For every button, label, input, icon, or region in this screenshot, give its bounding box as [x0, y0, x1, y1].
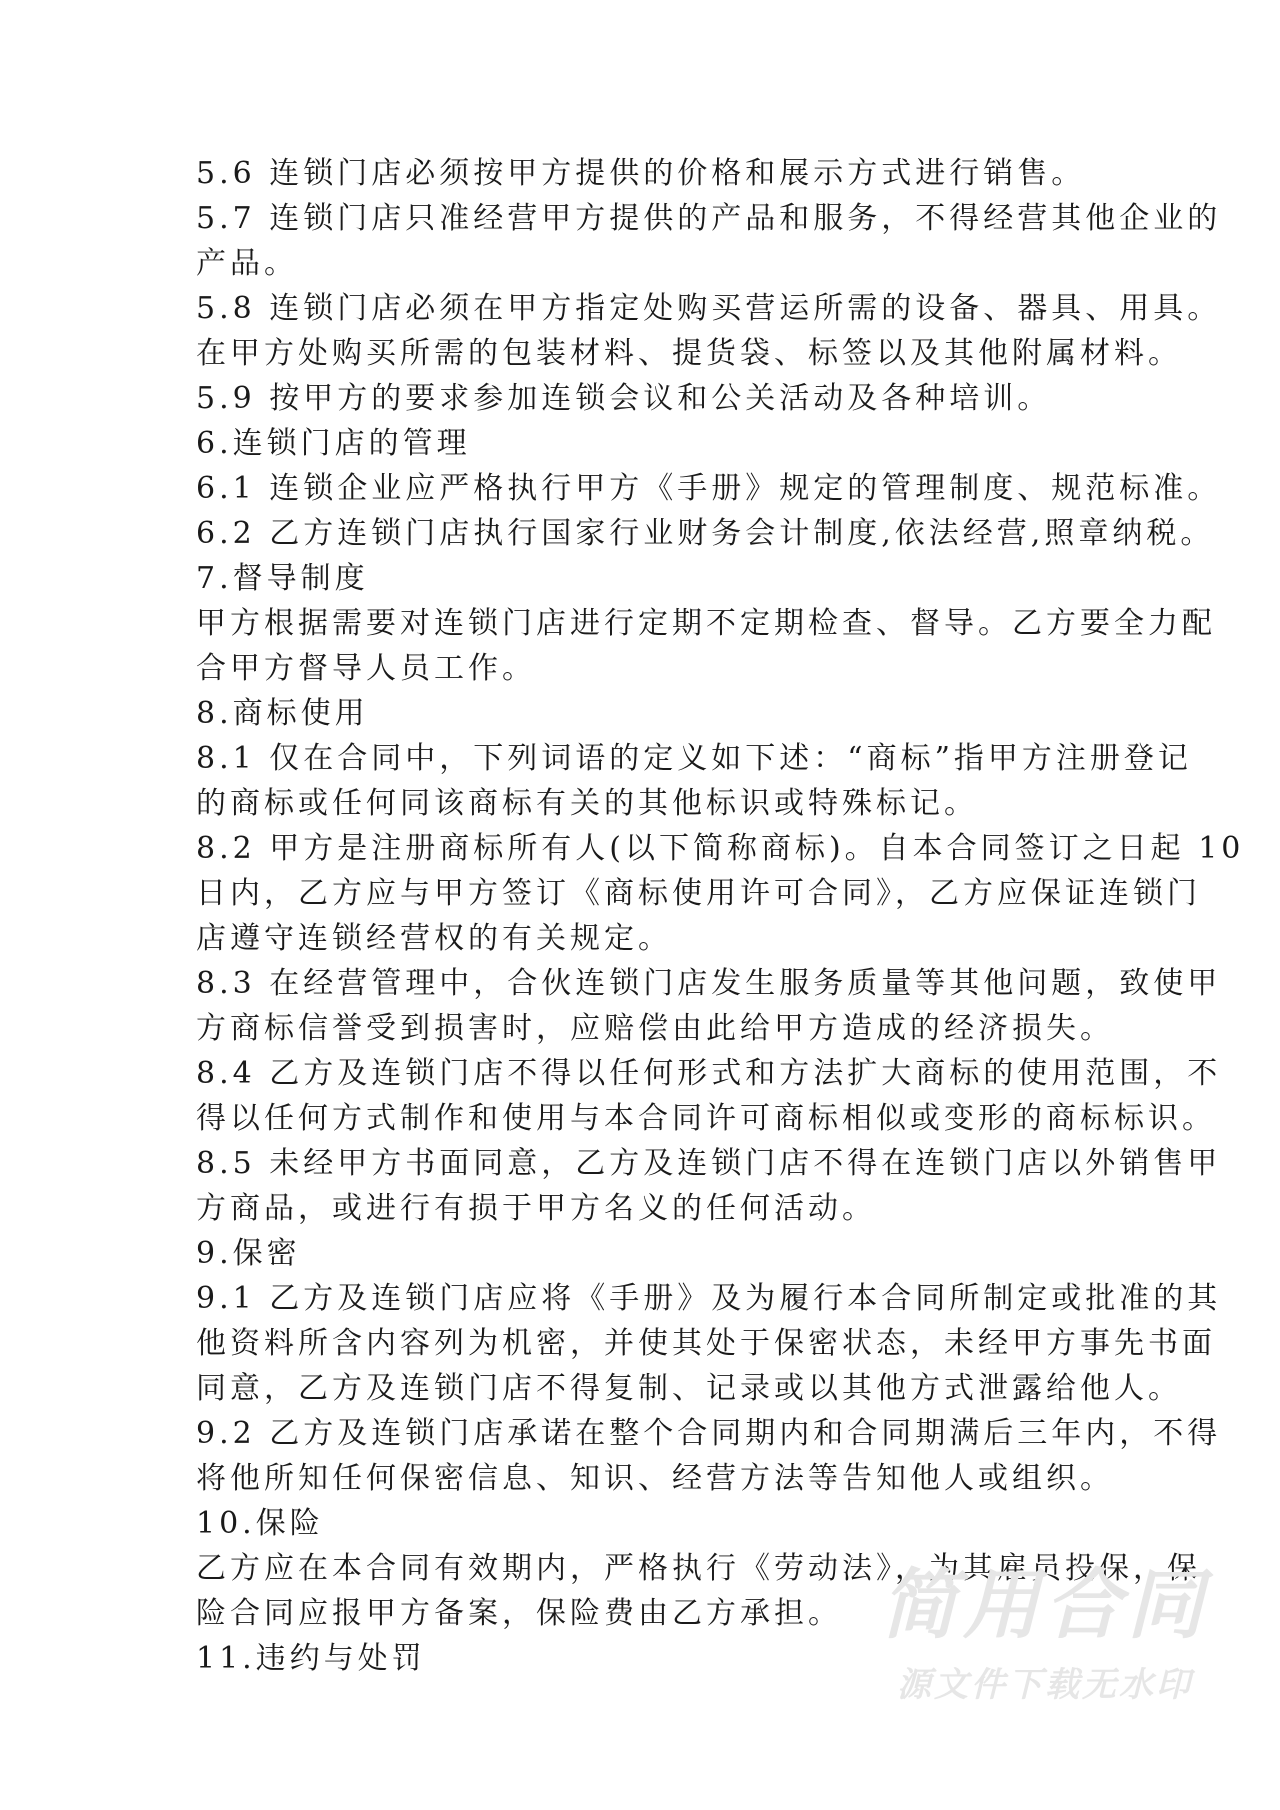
text-line: 险合同应报甲方备案，保险费由乙方承担。: [196, 1596, 842, 1631]
text-line: 5.7 连锁门店只准经营甲方提供的产品和服务，不得经营其他企业的: [196, 201, 1222, 236]
watermark: [880, 1560, 1210, 1710]
text-line: 6.连锁门店的管理: [196, 426, 471, 461]
text-line: 9.保密: [196, 1236, 301, 1271]
text-line: 10.保险: [196, 1506, 324, 1541]
watermark-title: 简用合同: [881, 1560, 1209, 1649]
document-body: [196, 151, 1245, 1681]
text-line: 11.违约与处罚: [196, 1641, 426, 1676]
text-line: 他资料所含内容列为机密，并使其处于保密状态，未经甲方事先书面: [196, 1326, 1216, 1361]
text-line: 将他所知任何保密信息、知识、经营方法等告知他人或组织。: [196, 1461, 1114, 1496]
text-line: 7.督导制度: [196, 561, 369, 596]
text-line: 合甲方督导人员工作。: [196, 651, 536, 686]
watermark-subtitle: 源文件下载无水印: [897, 1665, 1193, 1705]
text-line: 8.3 在经营管理中，合伙连锁门店发生服务质量等其他问题，致使甲: [196, 966, 1222, 1001]
text-line: 方商品，或进行有损于甲方名义的任何活动。: [196, 1191, 876, 1226]
text-line: 乙方应在本合同有效期内，严格执行《劳动法》，为其雇员投保，保: [196, 1551, 1201, 1586]
text-line: 店遵守连锁经营权的有关规定。: [196, 921, 672, 956]
text-line: 8.1 仅在合同中，下列词语的定义如下述：“商标”指甲方注册登记: [196, 741, 1192, 776]
text-line: 得以任何方式制作和使用与本合同许可商标相似或变形的商标标识。: [196, 1101, 1216, 1136]
text-line: 8.2 甲方是注册商标所有人(以下简称商标)。自本合同签订之日起 10: [196, 831, 1245, 866]
text-line: 5.9 按甲方的要求参加连锁会议和公关活动及各种培训。: [196, 381, 1052, 416]
text-line: 8.商标使用: [196, 696, 369, 731]
text-line: 甲方根据需要对连锁门店进行定期不定期检查、督导。乙方要全力配: [196, 606, 1216, 641]
text-line: 8.4 乙方及连锁门店不得以任何形式和方法扩大商标的使用范围，不: [196, 1056, 1222, 1091]
text-line: 9.2 乙方及连锁门店承诺在整个合同期内和合同期满后三年内，不得: [196, 1416, 1222, 1451]
text-line: 6.1 连锁企业应严格执行甲方《手册》规定的管理制度、规范标准。: [196, 471, 1222, 506]
text-line: 方商标信誉受到损害时，应赔偿由此给甲方造成的经济损失。: [196, 1011, 1114, 1046]
text-line: 在甲方处购买所需的包装材料、提货袋、标签以及其他附属材料。: [196, 336, 1182, 371]
text-line: 9.1 乙方及连锁门店应将《手册》及为履行本合同所制定或批准的其: [196, 1281, 1222, 1316]
text-line: 日内，乙方应与甲方签订《商标使用许可合同》，乙方应保证连锁门: [196, 876, 1201, 911]
text-line: 同意，乙方及连锁门店不得复制、记录或以其他方式泄露给他人。: [196, 1371, 1182, 1406]
text-line: 的商标或任何同该商标有关的其他标识或特殊标记。: [196, 786, 978, 821]
text-line: 5.6 连锁门店必须按甲方提供的价格和展示方式进行销售。: [196, 156, 1086, 191]
text-line: 8.5 未经甲方书面同意，乙方及连锁门店不得在连锁门店以外销售甲: [196, 1146, 1222, 1181]
text-line: 产品。: [196, 246, 298, 281]
text-line: 6.2 乙方连锁门店执行国家行业财务会计制度,依法经营,照章纳税。: [196, 516, 1215, 551]
text-line: 5.8 连锁门店必须在甲方指定处购买营运所需的设备、器具、用具。: [196, 291, 1222, 326]
